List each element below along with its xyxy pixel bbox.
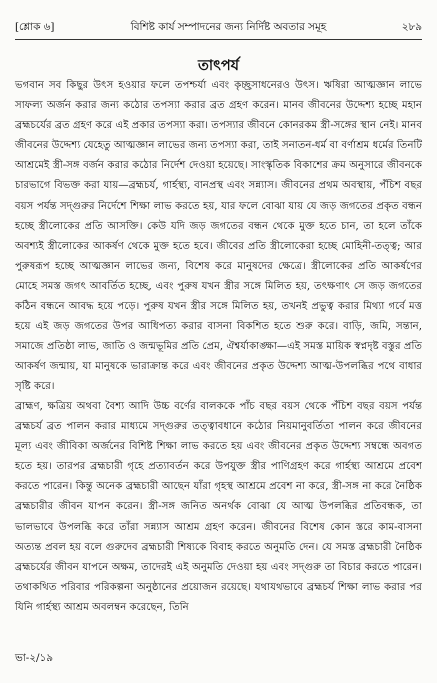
body-paragraph: ভগবান সব কিছুর উৎস হওয়ার ফলে তপশ্চর্যা এবং কৃচ্ছ্রসাধনেরও উৎস। ঋষিরা আত্মজ্ঞান লাভে সাফল্য অর্জন করার জন্য কঠোর তপস্যা করার ব্রত গ্রহণ করেন। মানব জীবনের উদ্দেশ্য হচ্ছে মহান ব্রহ্মচর্যের ব্রত গ্রহণ করে এই প্রকার তপস্যা করা। তপস্যার জীবনে কোনরকম স্ত্রী-সঙ্গের স্থান নেই। মানব জীবনের উদ্দেশ্য যেহেতু আত্মজ্ঞান লাভের জন্য তপস্যা করা, তাই সনাতন-ধর্ম বা বর্ণাশ্রম ধর্মের তিনটি আশ্রমেই স্ত্রী-সঙ্গ বর্জন করার কঠোর নির্দেশ দেওয়া হয়েছে। সাংস্কৃতিক বিকাশের ক্রম অনুসারে জীবনকে চারভাগে বিভক্ত করা যায়—ব্রহ্মচর্য, গার্হস্থ্য, বানপ্রস্থ এবং সন্ন্যাস। জীবনের প্রথম অবস্থায়, পঁচিশ বছর বয়স পর্যন্ত সদ্গুরুর নির্দেশে শিক্ষা লাভ করতে হয়, যার ফলে বোঝা যায় যে জড় জগতের প্রকৃত বন্ধন হচ্ছে স্ত্রীলোকের প্রতি আসক্তি। কেউ যদি জড় জগতের বন্ধন থেকে মুক্ত হতে চান, তা হলে তাঁকে অবশ্যই স্ত্রীলোকের আকর্ষণ থেকে মুক্ত হতে হবে। জীবের প্রতি স্ত্রীলোকেরা হচ্ছে মোহিনী-তত্ত্ব; আর পুরুষরূপ হচ্ছে আত্মজ্ঞান লাভের জন্য, বিশেষ করে মানুষদের ক্ষেত্রে। স্ত্রীলোকের প্রতি আকর্ষণের মোহে সমস্ত জগৎ আবর্তিত হচ্ছে, এবং পুরুষ যখন স্ত্রীর সঙ্গে মিলিত হয়, তৎক্ষণাৎ সে জড় জগতের কঠিন বন্ধনে আবদ্ধ হয়ে পড়ে। পুরুষ যখন স্ত্রীর সঙ্গে মিলিত হয়, তখনই প্রভুত্ব করার মিথ্যা গর্বে মত্ত হয়ে এই জড় জগতের উপর আধিপত্য করার বাসনা বিকশিত হতে শুরু করে। বাড়ি, জমি, সন্তান, সমাজে প্রতিষ্ঠা লাভ, জাতি ও জন্মভূমির প্রতি প্রেম, ঐশ্বর্যাকাঙ্ক্ষা—এই সমস্ত মায়িক স্বপ্নদৃষ্ট বস্তুর প্রতি আকর্ষণ জন্মায়, যা মানুষকে ভারাক্রান্ত করে এবং জীবনের প্রকৃত উদ্দেশ্য আত্ম-উপলব্ধির পথে বাধার সৃষ্টি করে। — [15, 80, 422, 393]
page-header — [15, 20, 422, 36]
footer-signature: ভা-২/১৯ — [15, 652, 54, 664]
page-number: ২৮৯ — [401, 21, 422, 33]
section-title: তাৎপর্য — [197, 57, 240, 74]
running-title: বিশিষ্ট কার্য সম্পাদনের জন্য নির্দিষ্ট অবতার সমূহ — [130, 21, 327, 33]
header-rule — [15, 39, 422, 40]
body-paragraph: ব্রাহ্মণ, ক্ষত্রিয় অথবা বৈশ্য আদি উচ্চ বর্ণের বালককে পাঁচ বছর বয়স থেকে পঁচিশ বছর বয়স পর্যন্ত ব্রহ্মচর্য ব্রত পালন করার মাধ্যমে সদ্গুরুর তত্ত্বাবধানে কঠোর নিয়মানুবর্তিতা পালন করে জীবনের মূল্য এবং জীবিকা অর্জনের বিশিষ্ট শিক্ষা লাভ করতে হয় এবং জীবনের প্রকৃত উদ্দেশ্য সম্বন্ধে অবগত হতে হয়। তারপর ব্রহ্মচারী গৃহে প্রত্যাবর্তন করে উপযুক্ত স্ত্রীর পাণিগ্রহণ করে গার্হস্থ্য আশ্রমে প্রবেশ করতে পারেন। কিন্তু অনেক ব্রহ্মচারী আছেন যাঁরা গৃহস্থ আশ্রমে প্রবেশ না করে, স্ত্রী-সঙ্গ না করে নৈষ্ঠিক ব্রহ্মচারীর জীবন যাপন করেন। স্ত্রী-সঙ্গ জনিত অনর্থক বোঝা যে আত্ম উপলব্ধির প্রতিবন্ধক, তা ভালভাবে উপলব্ধি করে তাঁরা সন্ন্যাস আশ্রম গ্রহণ করেন। জীবনের বিশেষ কোন স্তরে কাম-বাসনা অত্যন্ত প্রবল হয় বলে গুরুদেব ব্রহ্মচারী শিষ্যকে বিবাহ করতে অনুমতি দেন। যে সমস্ত ব্রহ্মচারী নৈষ্ঠিক ব্রহ্মচর্যের জীবন যাপনে অক্ষম, তাদেরই এই অনুমতি দেওয়া হয় এবং সদ্গুরু তা বিচার করতে পারেন। তথাকথিত পরিবার পরিকল্পনা অনুষ্ঠানের প্রয়োজন রয়েছে। যথাযথভাবে ব্রহ্মচর্য শিক্ষা লাভ করার পর যিনি গার্হস্থ্য আশ্রম অবলম্বন করেছেন, তিনি — [15, 401, 422, 613]
verse-reference: [শ্লোক ৬] — [15, 21, 55, 33]
